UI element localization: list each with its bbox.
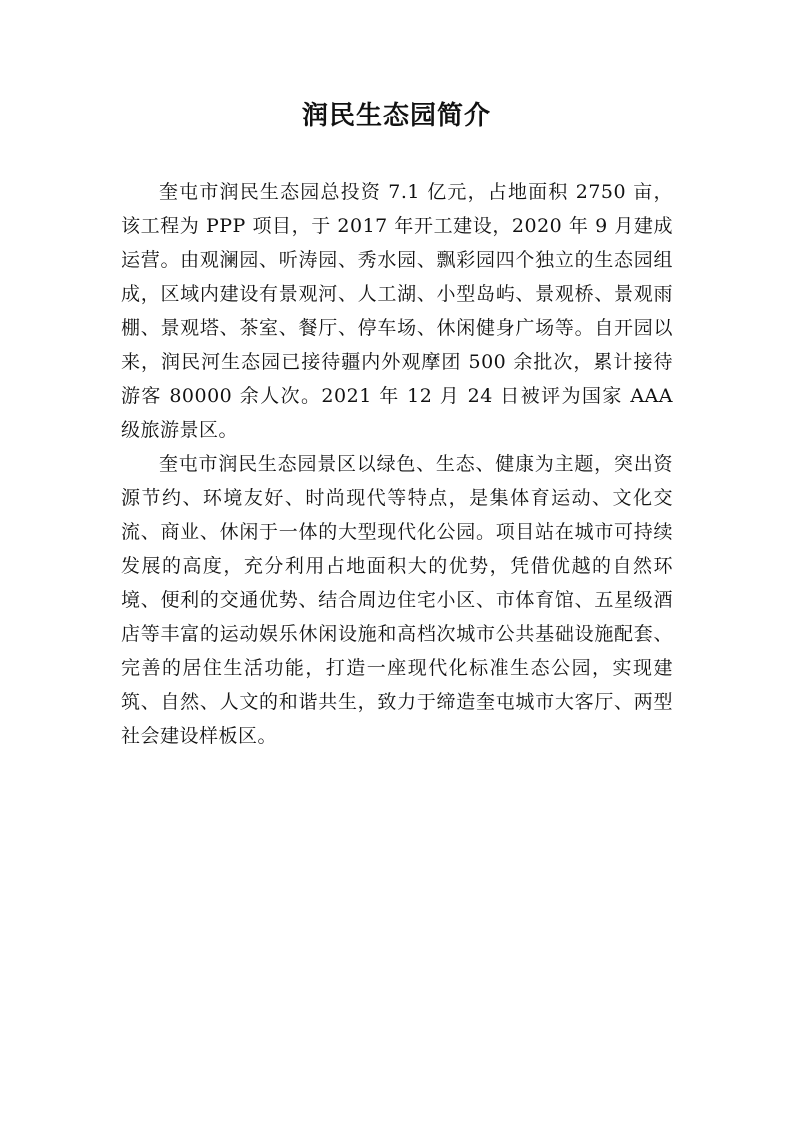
document-body <box>121 175 673 753</box>
page-title: 润民生态园简介 <box>301 101 491 131</box>
paragraph-overview: 奎屯市润民生态园总投资 7.1 亿元，占地面积 2750 亩，该工程为 PPP 项目，于 2017 年开工建设，2020 年 9 月建成运营。由观澜园、听涛园、秀水园、飘彩园四个独立的生态园组成，区域内建设有景观河、人工湖、小型岛屿、景观桥、景观雨棚、景观塔、茶室、餐厅、停车场、休闲健身广场等。自开园以来，润民河生态园已接待疆内外观摩团 500 余批次，累计接待游客 80000 余人次。2021 年 12 月 24 日被评为国家 AAA 级旅游景区。 <box>121 181 673 441</box>
paragraph-features: 奎屯市润民生态园景区以绿色、生态、健康为主题，突出资源节约、环境友好、时尚现代等特点，是集体育运动、文化交流、商业、休闲于一体的大型现代化公园。项目站在城市可持续发展的高度，充分利用占地面积大的优势，凭借优越的自然环境、便利的交通优势、结合周边住宅小区、市体育馆、五星级酒店等丰富的运动娱乐休闲设施和高档次城市公共基础设施配套、完善的居住生活功能，打造一座现代化标准生态公园，实现建筑、自然、人文的和谐共生，致力于缔造奎屯城市大客厅、两型社会建设样板区。 <box>121 453 673 747</box>
